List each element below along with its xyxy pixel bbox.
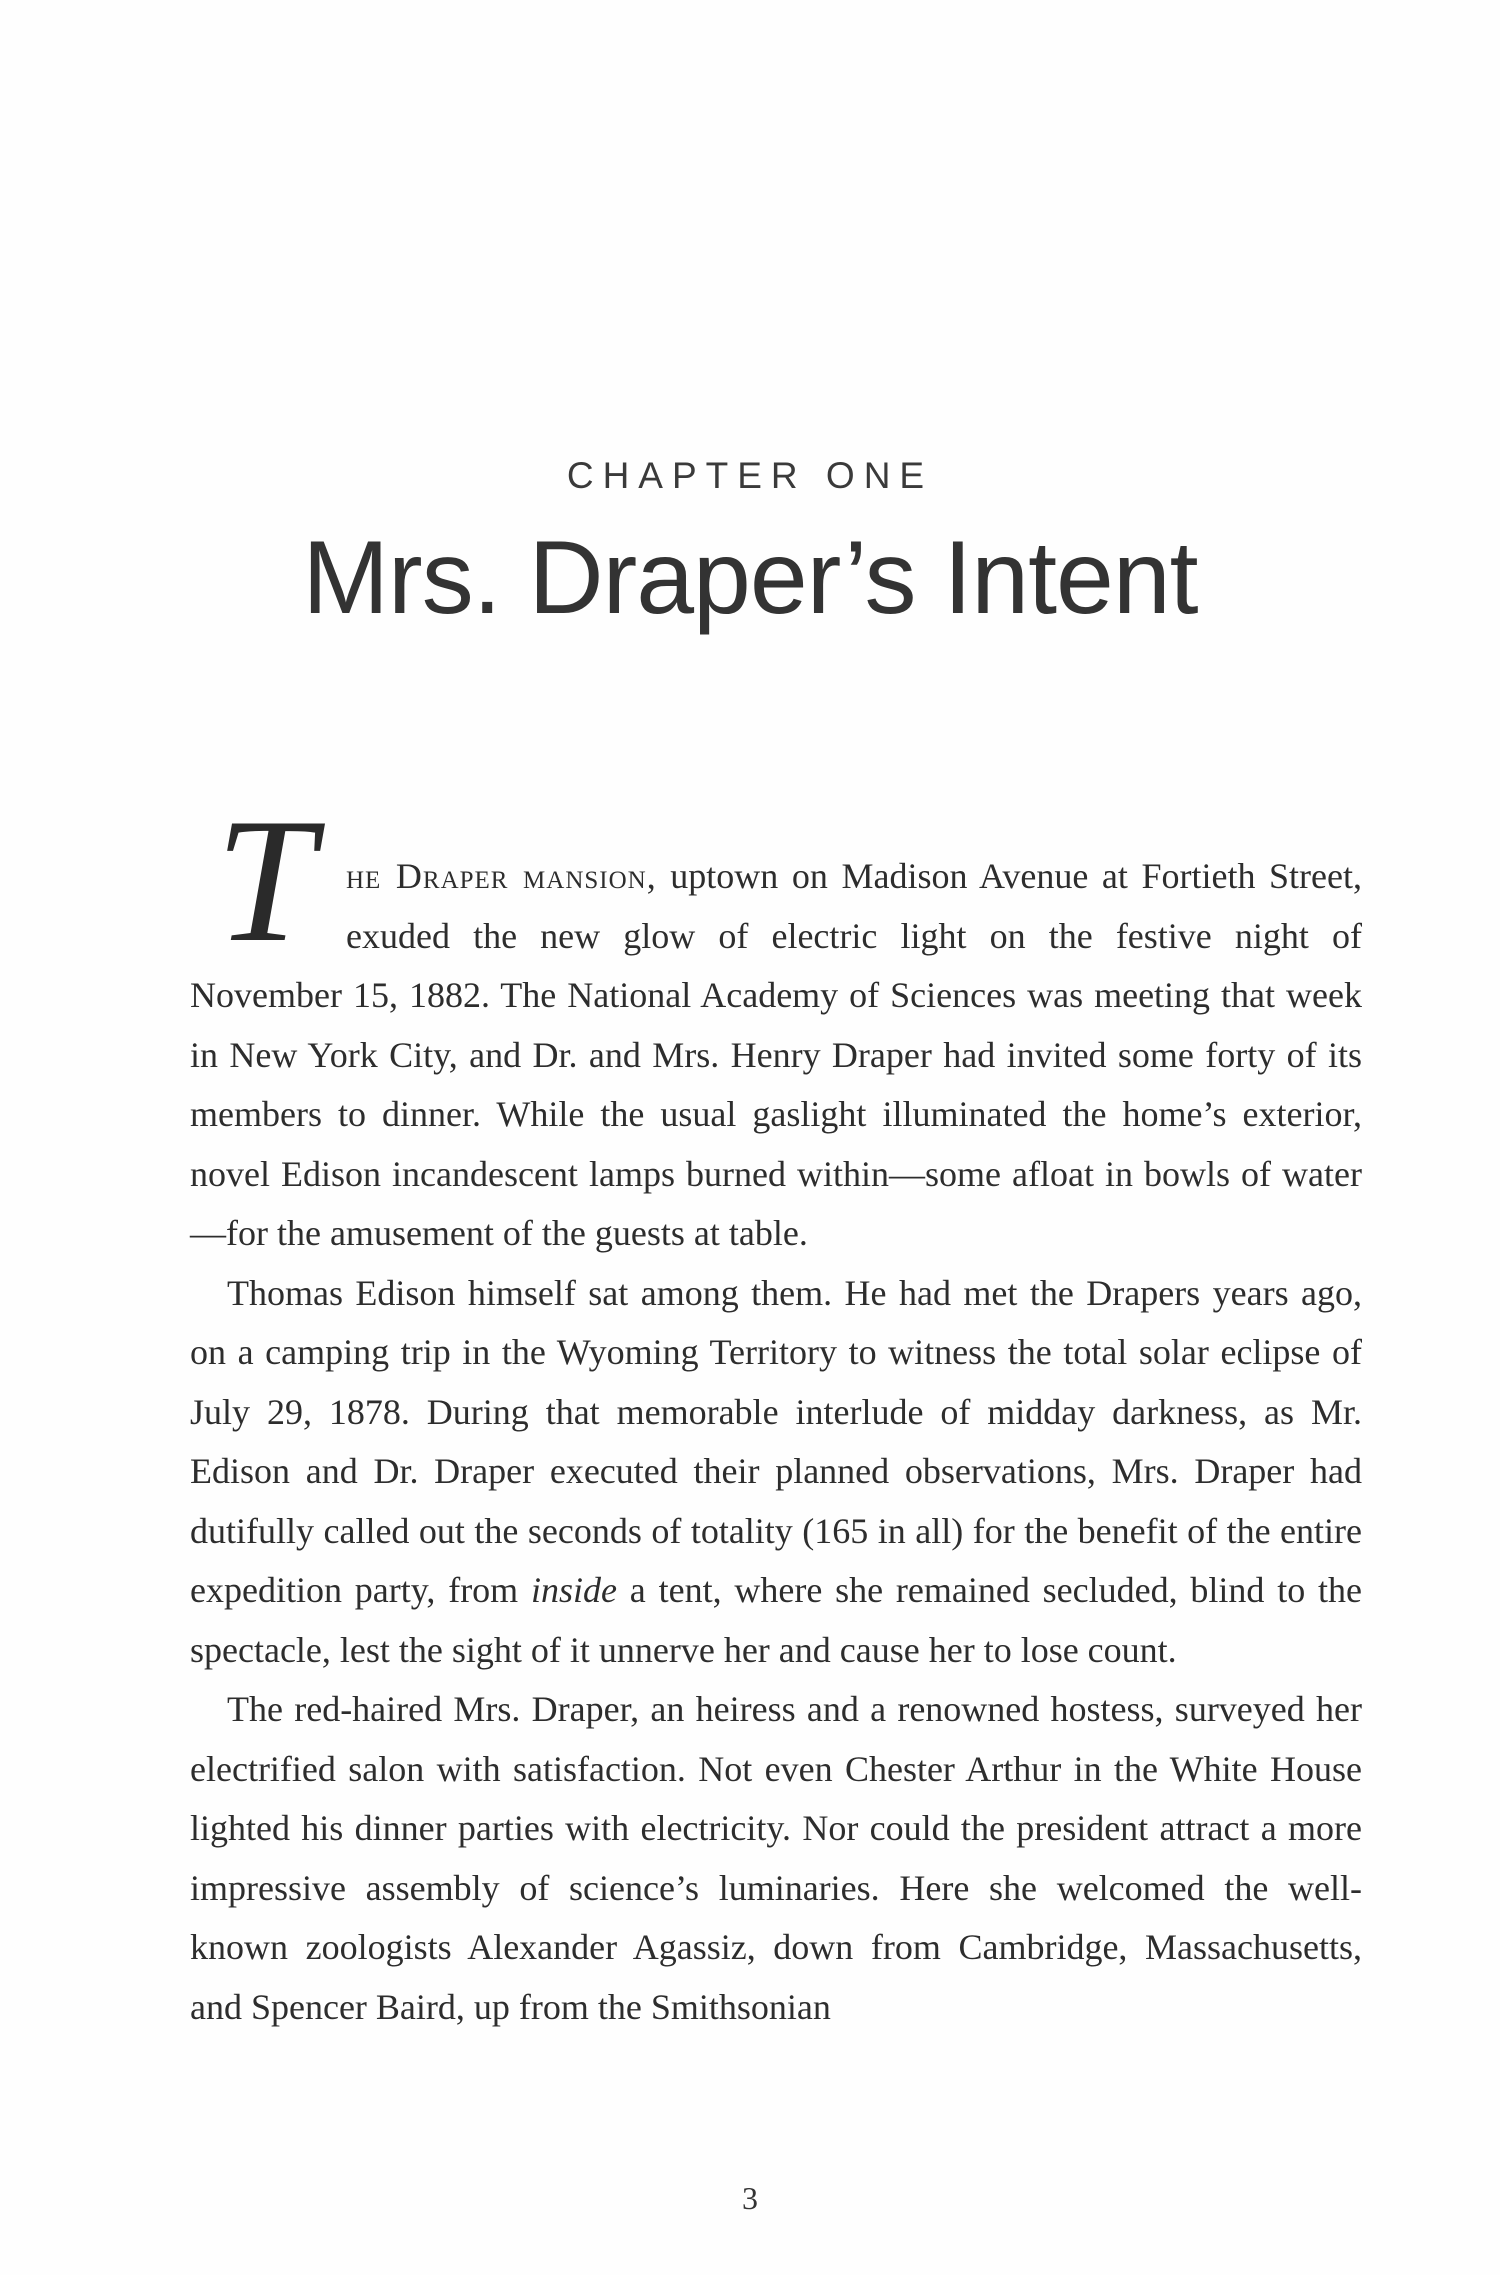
- opening-smallcaps: he Draper mansion,: [346, 856, 657, 896]
- paragraph-3: [190, 1680, 1362, 2037]
- paragraph-2-text-a: Thomas Edison himself sat among them. He had met the Drapers years ago, on a camping trip in the Wyoming Territory to witness the total solar eclipse of July 29, 1878. During that memorable interlude of midday darkness, as Mr. Edison and Dr. Draper executed their planned observations, Mrs. Draper had dutifully called out the seconds of totality (165 in all) for the benefit of the entire expedition party, from: [190, 1272, 1362, 1610]
- paragraph-3-text: The red-haired Mrs. Draper, an heiress and a renowned hostess, surveyed her electrified salon with satisfaction. Not even Chester Arthur in the White House lighted his dinner parties with electricity. Nor could the president attract a more impressive assembly of science’s luminaries. Here she welcomed the well-known zoologists Alexander Agassiz, down from Cambridge, Massachusetts, and Spencer Baird, up from the Smithsonian: [190, 1689, 1362, 2027]
- page-number: 3: [742, 2180, 758, 2216]
- drop-cap: T: [215, 781, 315, 979]
- chapter-body: [190, 781, 1362, 2037]
- paragraph-2-emphasis: inside: [531, 1570, 617, 1610]
- chapter-label: CHAPTER ONE: [566, 455, 934, 496]
- paragraph-2: [190, 1264, 1362, 1681]
- paragraph-1: [190, 781, 1362, 1264]
- chapter-title: Mrs. Draper’s Intent: [302, 520, 1198, 636]
- paragraph-1-text: uptown on Madison Avenue at Fortieth Street, exuded the new glow of electric light on the festive night of November 15, 1882. The National Academy of Sciences was meeting that week in New York City, and Dr. and Mrs. Henry Draper had invited some forty of its members to dinner. While the usual gaslight illuminated the home’s exterior, novel Edison incandescent lamps burned within—some afloat in bowls of water—for the amusement of the guests at table.: [190, 856, 1362, 1253]
- paragraph-2-text-b: a tent, where she remained secluded, blind to the spectacle, lest the sight of it unnerve her and cause her to lose count.: [190, 1570, 1362, 1670]
